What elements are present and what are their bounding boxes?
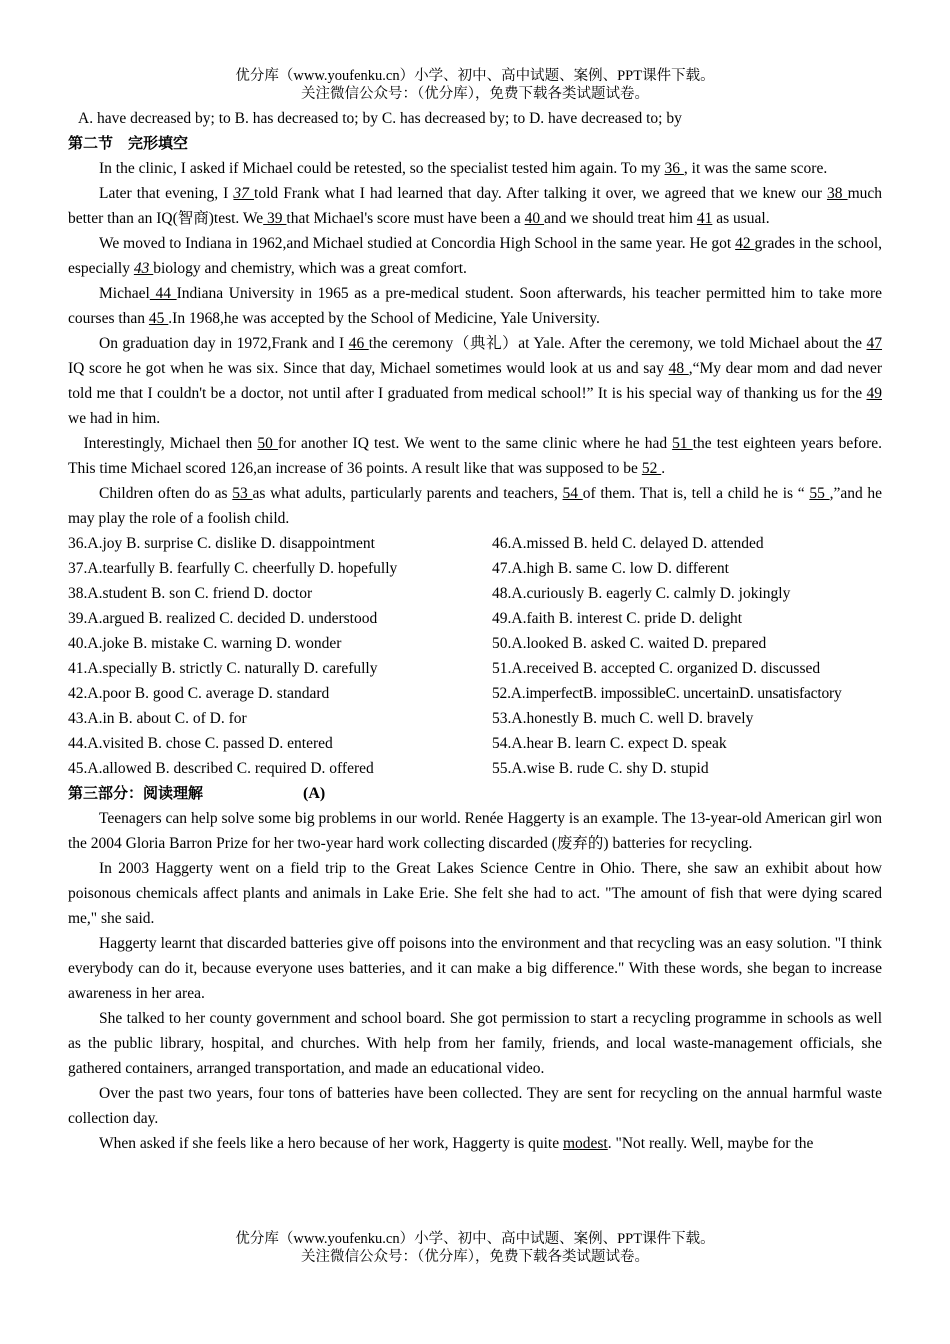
option-row: 53.A.honestly B. much C. well D. bravely <box>492 710 754 727</box>
blank-38: 38 <box>826 185 848 202</box>
reading-paragraph-1: Teenagers can help solve some big problems in our world. Renée Haggerty is an example. The 13-year-old American girl won the 2004 Gloria Barron Prize for her two-year hard work collecting discarded (废弃的) batteries for recycling. <box>68 810 882 852</box>
blank-36: 36 <box>664 160 684 177</box>
blank-51: 51 <box>672 435 693 452</box>
blank-45: 45 <box>148 310 169 327</box>
option-row: 51.A.received B. accepted C. organized D. discussed <box>492 660 821 677</box>
blank-53: 53 <box>232 485 253 502</box>
cloze-paragraph-6: Interestingly, Michael then 50 for another IQ test. We went to the same clinic where he had 51 the test eighteen years before. This time Michael scored 126,an increase of 36 points. A result like that was supposed to be 52 . <box>68 435 883 477</box>
option-row: 46.A.missed B. held C. delayed D. attended <box>492 535 764 552</box>
blank-39: 39 <box>263 210 287 227</box>
reading-paragraph-2: In 2003 Haggerty went on a field trip to the Great Lakes Science Centre in Ohio. There, she saw an exhibit about how poisonous chemicals affect plants and animals in Lake Erie. She felt she had to act. "The amount of fish that were dying scared me," she said. <box>68 860 882 927</box>
option-row: 42.A.poor B. good C. average D. standard <box>68 685 330 702</box>
options-right-column <box>492 531 882 781</box>
option-row: 41.A.specially B. strictly C. naturally D. carefully <box>68 660 378 677</box>
cloze-paragraph-2: Later that evening, I 37 told Frank what I had learned that day. After talking it over, we agreed that we knew our 38 much better than an IQ(智商)test. We 39 that Michael's score must have been a 40 and we should treat him 41 as usual. <box>68 185 882 227</box>
option-row: 36.A.joy B. surprise C. dislike D. disappointment <box>68 535 375 552</box>
previous-question-options: A. have decreased by; to B. has decreased to; by C. has decreased by; to D. have decreased to; by <box>78 110 682 127</box>
option-row: 52.A.imperfectB. impossibleC. uncertainD. unsatisfactory <box>492 685 842 702</box>
reading-paragraph-3: Haggerty learnt that discarded batteries give off poisons into the environment and that recycling was an easy solution. "I think everybody can do it, because everyone uses batteries, and it can make a big difference." With these words, she began to increase awareness in her area. <box>68 935 882 1002</box>
option-row: 37.A.tearfully B. fearfully C. cheerfully D. hopefully <box>68 560 398 577</box>
blank-43: 43 <box>133 260 154 277</box>
page-header <box>0 67 950 103</box>
cloze-paragraph-3: We moved to Indiana in 1962,and Michael studied at Concordia High School in the same year. He got 42 grades in the school, especially 43 biology and chemistry, which was a great comfort. <box>68 235 883 277</box>
options-left-column <box>68 531 492 781</box>
reading-paragraph-4: She talked to her county government and school board. She got permission to start a recycling programme in schools as well as the public library, hospital, and churches. With help from her family, friends, and local waste-management officials, she gathered containers, arranged transportation, and made an educational video. <box>68 1010 882 1077</box>
option-row: 43.A.in B. about C. of D. for <box>68 710 247 727</box>
option-row: 38.A.student B. son C. friend D. doctor <box>68 585 313 602</box>
blank-37: 37 <box>233 185 255 202</box>
option-row: 47.A.high B. same C. low D. different <box>492 560 729 577</box>
passage-tag: (A) <box>303 785 326 802</box>
option-row: 39.A.argued B. realized C. decided D. understood <box>68 610 378 627</box>
document-body <box>68 106 882 1156</box>
blank-44: 44 <box>149 285 177 302</box>
option-row: 45.A.allowed B. described C. required D. offered <box>68 760 374 777</box>
underlined-word-modest: modest <box>562 1135 608 1152</box>
blank-49: 49 <box>866 385 882 402</box>
cloze-paragraph-7: Children often do as 53 as what adults, particularly parents and teachers, 54 of them. That is, tell a child he is “ 55 ,”and he may play the role of a foolish child. <box>68 485 883 527</box>
header-line-2: 关注微信公众号：（优分库），免费下载各类试题试卷。 <box>301 86 649 102</box>
blank-41: 41 <box>696 210 713 227</box>
blank-46: 46 <box>348 335 369 352</box>
option-row: 48.A.curiously B. eagerly C. calmly D. jokingly <box>492 585 791 602</box>
option-row: 50.A.looked B. asked C. waited D. prepared <box>492 635 767 652</box>
option-row: 49.A.faith B. interest C. pride D. delight <box>492 610 743 627</box>
cloze-options <box>68 531 882 781</box>
header-line-1: 优分库（www.youfenku.cn）小学、初中、高中试题、案例、PPT课件下载。 <box>235 68 715 84</box>
blank-42: 42 <box>735 235 755 252</box>
blank-50: 50 <box>257 435 278 452</box>
blank-40: 40 <box>524 210 545 227</box>
cloze-paragraph-4: Michael 44 Indiana University in 1965 as a pre-medical student. Soon afterwards, his teacher permitted him to take more courses than 45 .In 1968,he was accepted by the School of Medicine, Yale University. <box>68 285 882 327</box>
blank-52: 52 <box>641 460 662 477</box>
footer-line-1: 优分库（www.youfenku.cn）小学、初中、高中试题、案例、PPT课件下载。 <box>235 1231 715 1247</box>
page-footer <box>0 1230 950 1266</box>
option-row: 55.A.wise B. rude C. shy D. stupid <box>492 760 709 777</box>
cloze-paragraph-1: In the clinic, I asked if Michael could be retested, so the specialist tested him again. To my 36 , it was the same score. <box>99 160 828 177</box>
blank-54: 54 <box>562 485 583 502</box>
option-row: 40.A.joke B. mistake C. warning D. wonder <box>68 635 342 652</box>
blank-55: 55 <box>809 485 830 502</box>
option-row: 54.A.hear B. learn C. expect D. speak <box>492 735 727 752</box>
reading-heading: 第三部分：阅读理解 (A) <box>68 784 326 802</box>
blank-47: 47 <box>866 335 883 352</box>
cloze-heading: 第二节 完形填空 <box>68 134 189 152</box>
reading-paragraph-5: Over the past two years, four tons of batteries have been collected. They are sent for recycling on the annual harmful waste collection day. <box>68 1085 882 1127</box>
cloze-paragraph-5: On graduation day in 1972,Frank and I 46 the ceremony（典礼）at Yale. After the ceremony, we told Michael about the 47 IQ score he got when he was six. Since that day, Michael sometimes would look at us and say 48 ,“My dear mom and dad never told me that I couldn't be a doctor, not until after I graduated from medical school!” It is his special way of thanking us for the 49 we had in him. <box>68 335 883 427</box>
footer-line-2: 关注微信公众号：（优分库），免费下载各类试题试卷。 <box>301 1249 649 1265</box>
reading-paragraph-6: When asked if she feels like a hero because of her work, Haggerty is quite modest. "Not really. Well, maybe for the <box>99 1135 814 1152</box>
option-row: 44.A.visited B. chose C. passed D. entered <box>68 735 333 752</box>
blank-48: 48 <box>668 360 689 377</box>
